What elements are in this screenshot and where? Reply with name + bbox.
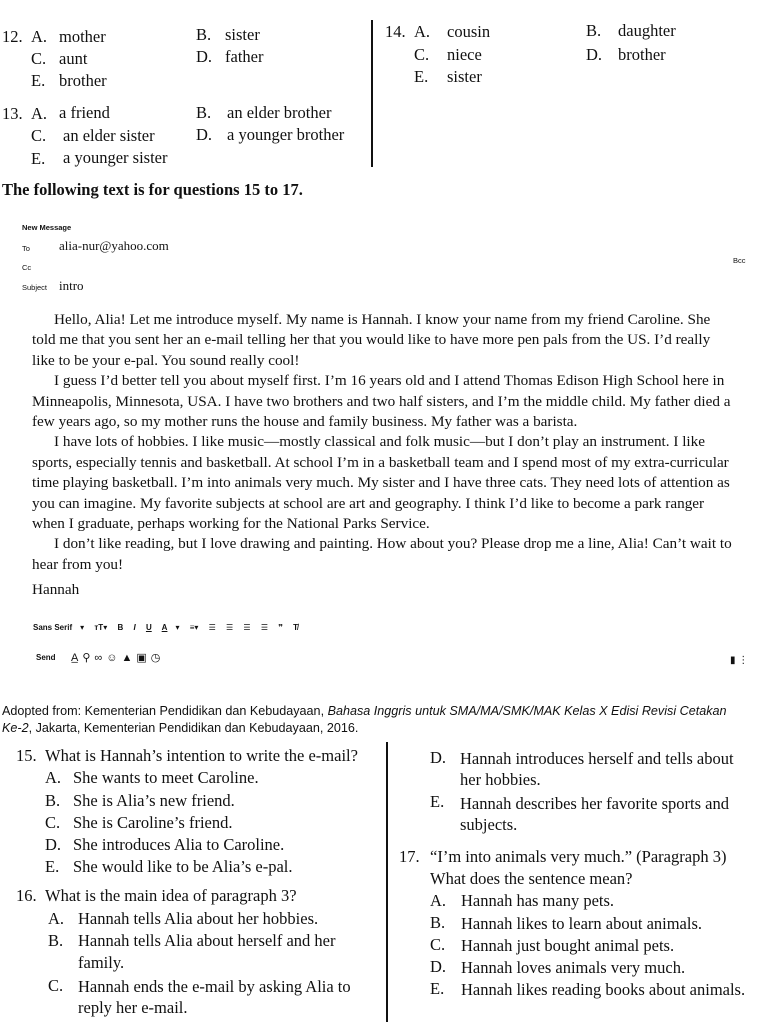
- trash-icon[interactable]: ▮: [730, 655, 736, 666]
- option-text: sister: [447, 67, 482, 86]
- option-letter: D.: [45, 835, 62, 854]
- option-text-continued: subjects.: [460, 815, 518, 834]
- option-letter: B.: [48, 931, 64, 950]
- indent-less-icon[interactable]: ☰: [243, 623, 251, 632]
- email-body[interactable]: [32, 310, 734, 575]
- option-letter: C.: [414, 45, 430, 64]
- question-stem-continued: What does the sentence mean?: [430, 869, 633, 888]
- subject-label: Subject: [22, 283, 48, 292]
- option-text: niece: [447, 45, 482, 64]
- option-letter: C.: [45, 813, 61, 832]
- option-text: an elder brother: [227, 103, 332, 122]
- font-size-icon[interactable]: ᴛT▾: [94, 623, 108, 632]
- column-divider: [386, 742, 388, 1022]
- option-letter: A.: [48, 909, 65, 928]
- option-text: brother: [618, 45, 666, 64]
- attach-icon[interactable]: ⚲: [82, 652, 95, 664]
- email-header-title: New Message: [22, 223, 72, 232]
- option-text: Hannah loves animals very much.: [461, 958, 686, 977]
- clear-format-icon[interactable]: T̸: [293, 623, 299, 632]
- attachment-toolbar: [71, 651, 164, 664]
- option-text: Hannah tells Alia about her hobbies.: [78, 909, 319, 928]
- option-letter: A.: [45, 768, 62, 787]
- cc-label[interactable]: Cc: [22, 263, 32, 272]
- emoji-icon[interactable]: ☺: [106, 652, 122, 664]
- email-signature: Hannah: [32, 581, 80, 598]
- option-letter: B.: [586, 21, 602, 40]
- option-text: sister: [225, 25, 260, 44]
- indent-more-icon[interactable]: ☰: [260, 623, 268, 632]
- link-icon[interactable]: ∞: [94, 652, 107, 664]
- option-letter: C.: [48, 976, 64, 995]
- quote-icon[interactable]: ❞: [278, 623, 283, 632]
- source-prefix: Adopted from: Kementerian Pendidikan dan Kebudayaan,: [2, 704, 328, 718]
- subject-field[interactable]: intro: [59, 278, 84, 293]
- question-number: 13.: [2, 104, 23, 123]
- source-suffix: , Jakarta, Kementerian Pendidikan dan Kebudayaan, 2016.: [28, 721, 359, 735]
- send-row: [36, 653, 56, 662]
- option-letter: D.: [430, 957, 447, 976]
- option-letter: D.: [430, 748, 447, 767]
- option-letter: C.: [31, 126, 47, 145]
- confidential-icon[interactable]: ◷: [150, 652, 165, 664]
- option-text: mother: [59, 27, 106, 46]
- question-stem: What is Hannah’s intention to write the e-mail?: [45, 746, 358, 765]
- option-text-continued: family.: [78, 953, 125, 972]
- section-heading: The following text is for questions 15 to 17.: [2, 180, 303, 199]
- option-letter: D.: [196, 125, 213, 144]
- option-text: She would like to be Alia’s e-pal.: [73, 857, 293, 876]
- column-divider: [371, 20, 373, 167]
- option-letter: E.: [45, 857, 60, 876]
- question-stem: “I’m into animals very much.” (Paragraph 3): [430, 847, 727, 866]
- question-number: 16.: [16, 886, 37, 905]
- format-text-icon[interactable]: A̲: [71, 652, 83, 664]
- email-paragraph-2: I guess I’d better tell you about myself first. I’m 16 years old and I attend Thomas Edison High School here in Minneapolis, Minnesota, USA. I have two brothers and two half sisters, and I’m the middle child. My father died a few years ago, so my mother runs the house and family business. My father was a barista.: [32, 372, 731, 431]
- email-paragraph-4: I don’t like reading, but I love drawing and painting. How about you? Please drop me a line, Alia! Can’t wait to hear from you!: [32, 535, 732, 573]
- question-number: 14.: [385, 22, 406, 41]
- option-text: She is Caroline’s friend.: [73, 813, 233, 832]
- option-letter: B.: [45, 791, 61, 810]
- option-text: Hannah describes her favorite sports and: [460, 794, 729, 813]
- bulleted-list-icon[interactable]: ☰: [226, 623, 234, 632]
- option-letter: A.: [31, 104, 48, 123]
- to-field[interactable]: alia-nur@yahoo.com: [59, 238, 169, 253]
- source-title: Bahasa Inggris untuk SMA/MA/SMK/MAK Kelas X Edisi Revisi Cetakan Ke-2: [2, 704, 727, 735]
- option-text: She wants to meet Caroline.: [73, 768, 259, 787]
- option-text: a younger brother: [227, 125, 345, 144]
- font-family-select[interactable]: Sans Serif: [33, 623, 73, 632]
- option-text: She introduces Alia to Caroline.: [73, 835, 285, 854]
- option-text: Hannah ends the e-mail by asking Alia to: [78, 977, 351, 996]
- email-paragraph-1: Hello, Alia! Let me introduce myself. My name is Hannah. I know your name from my friend Caroline. She told me that you sent her an e-mail telling her that you would like to have more pen pals from the US. I’d really like to be your e-pal. You sound really cool!: [32, 311, 711, 369]
- photo-icon[interactable]: ▣: [136, 652, 151, 664]
- trailing-toolbar: [730, 655, 748, 666]
- option-text: Hannah tells Alia about herself and her: [78, 931, 336, 950]
- chevron-down-icon[interactable]: ▾: [175, 623, 180, 632]
- italic-icon[interactable]: I: [133, 623, 136, 632]
- option-text: cousin: [447, 22, 491, 41]
- question-number: 17.: [399, 847, 420, 866]
- more-options-icon[interactable]: ⋮: [738, 655, 749, 666]
- option-letter: E.: [430, 792, 445, 811]
- underline-icon[interactable]: U: [145, 623, 152, 632]
- option-text: daughter: [618, 21, 676, 40]
- text-color-icon[interactable]: A: [161, 623, 168, 632]
- option-text: Hannah likes reading books about animals.: [461, 980, 746, 999]
- option-letter: D.: [196, 47, 213, 66]
- chevron-down-icon[interactable]: ▾: [80, 623, 85, 632]
- option-letter: A.: [414, 22, 431, 41]
- option-letter: E.: [31, 71, 46, 90]
- option-letter: E.: [430, 979, 445, 998]
- option-text: Hannah likes to learn about animals.: [461, 914, 703, 933]
- option-letter: B.: [430, 913, 446, 932]
- email-paragraph-3: I have lots of hobbies. I like music—mostly classical and folk music—but I don’t play an instrument. I like sports, especially tennis and basketball. At school I’m in a basketball team and I spend most of my extra-curricular time playing basketball. I’m into animals very much. My sister and I have three cats. They need lots of attention as you can imagine. My favorite subjects at school are art and geography. I think I’d like to become a park ranger when I graduate, perhaps working for the National Parks Service.: [32, 433, 730, 533]
- option-letter: E.: [31, 149, 46, 168]
- source-citation: [2, 703, 747, 737]
- option-letter: A.: [31, 27, 48, 46]
- numbered-list-icon[interactable]: ☰: [208, 623, 216, 632]
- option-text: Hannah introduces herself and tells about: [460, 749, 734, 768]
- option-letter: C.: [430, 935, 446, 954]
- option-text: She is Alia’s new friend.: [73, 791, 235, 810]
- option-text-continued: her hobbies.: [460, 770, 541, 789]
- option-letter: B.: [196, 25, 212, 44]
- align-icon[interactable]: ≡▾: [189, 623, 199, 632]
- option-letter: D.: [586, 45, 603, 64]
- bold-icon[interactable]: B: [117, 623, 124, 632]
- format-toolbar: [33, 623, 306, 632]
- option-text: an elder sister: [63, 126, 155, 145]
- option-text: a friend: [59, 103, 110, 122]
- option-text: a younger sister: [63, 148, 168, 167]
- question-number: 15.: [16, 746, 37, 765]
- option-text: aunt: [59, 49, 88, 68]
- bcc-label[interactable]: Bcc: [733, 256, 746, 265]
- option-text: Hannah has many pets.: [461, 891, 615, 910]
- send-button[interactable]: Send: [36, 653, 56, 662]
- option-text: Hannah just bought animal pets.: [461, 936, 675, 955]
- option-letter: A.: [430, 891, 447, 910]
- option-text-continued: reply her e-mail.: [78, 998, 188, 1017]
- option-text: father: [225, 47, 264, 66]
- option-letter: E.: [414, 67, 429, 86]
- option-letter: B.: [196, 103, 212, 122]
- drive-icon[interactable]: ▲: [121, 652, 137, 664]
- question-stem: What is the main idea of paragraph 3?: [45, 886, 297, 905]
- question-number: 12.: [2, 27, 23, 46]
- option-text: brother: [59, 71, 107, 90]
- to-label: To: [22, 244, 30, 253]
- option-letter: C.: [31, 49, 47, 68]
